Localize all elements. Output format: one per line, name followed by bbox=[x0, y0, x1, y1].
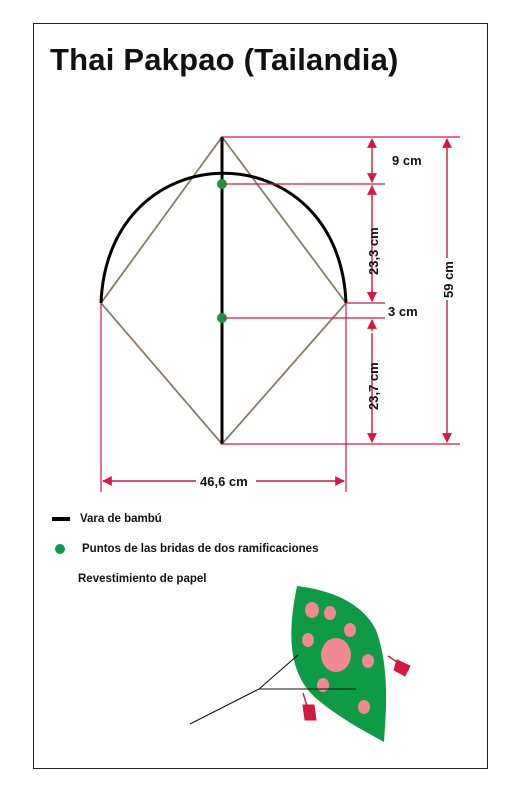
dimension-lower bbox=[366, 333, 381, 442]
page-title: Thai Pakpao (Tailandia) bbox=[50, 42, 399, 77]
dimension-offset bbox=[372, 290, 418, 331]
dimension-top-label: 9 cm bbox=[392, 153, 422, 168]
legend-paper-label: Revestimiento de papel bbox=[78, 573, 207, 585]
legend-bamboo-label: Vara de bambú bbox=[80, 513, 162, 525]
dimension-total-height bbox=[440, 139, 456, 442]
legend-bridle-label: Puntos de las bridas de dos ramificaciones bbox=[82, 543, 319, 555]
line-swatch-icon bbox=[52, 517, 70, 521]
dimension-total-height-label: 59 cm bbox=[441, 261, 456, 298]
dimension-lower-label: 23,7 cm bbox=[366, 362, 381, 410]
dimension-upper-arc bbox=[366, 186, 381, 301]
kite-illustration bbox=[190, 586, 410, 742]
dimension-upper-arc-label: 23,3 cm bbox=[366, 227, 381, 275]
legend-bamboo bbox=[52, 513, 162, 525]
dimension-top bbox=[372, 139, 422, 182]
dimension-width bbox=[103, 472, 344, 490]
dot-swatch-icon bbox=[55, 544, 65, 554]
legend-paper bbox=[52, 573, 206, 585]
legend-bridle bbox=[52, 543, 318, 555]
dimension-width-label: 46,6 cm bbox=[200, 474, 248, 489]
dimension-offset-label: 3 cm bbox=[388, 304, 418, 319]
